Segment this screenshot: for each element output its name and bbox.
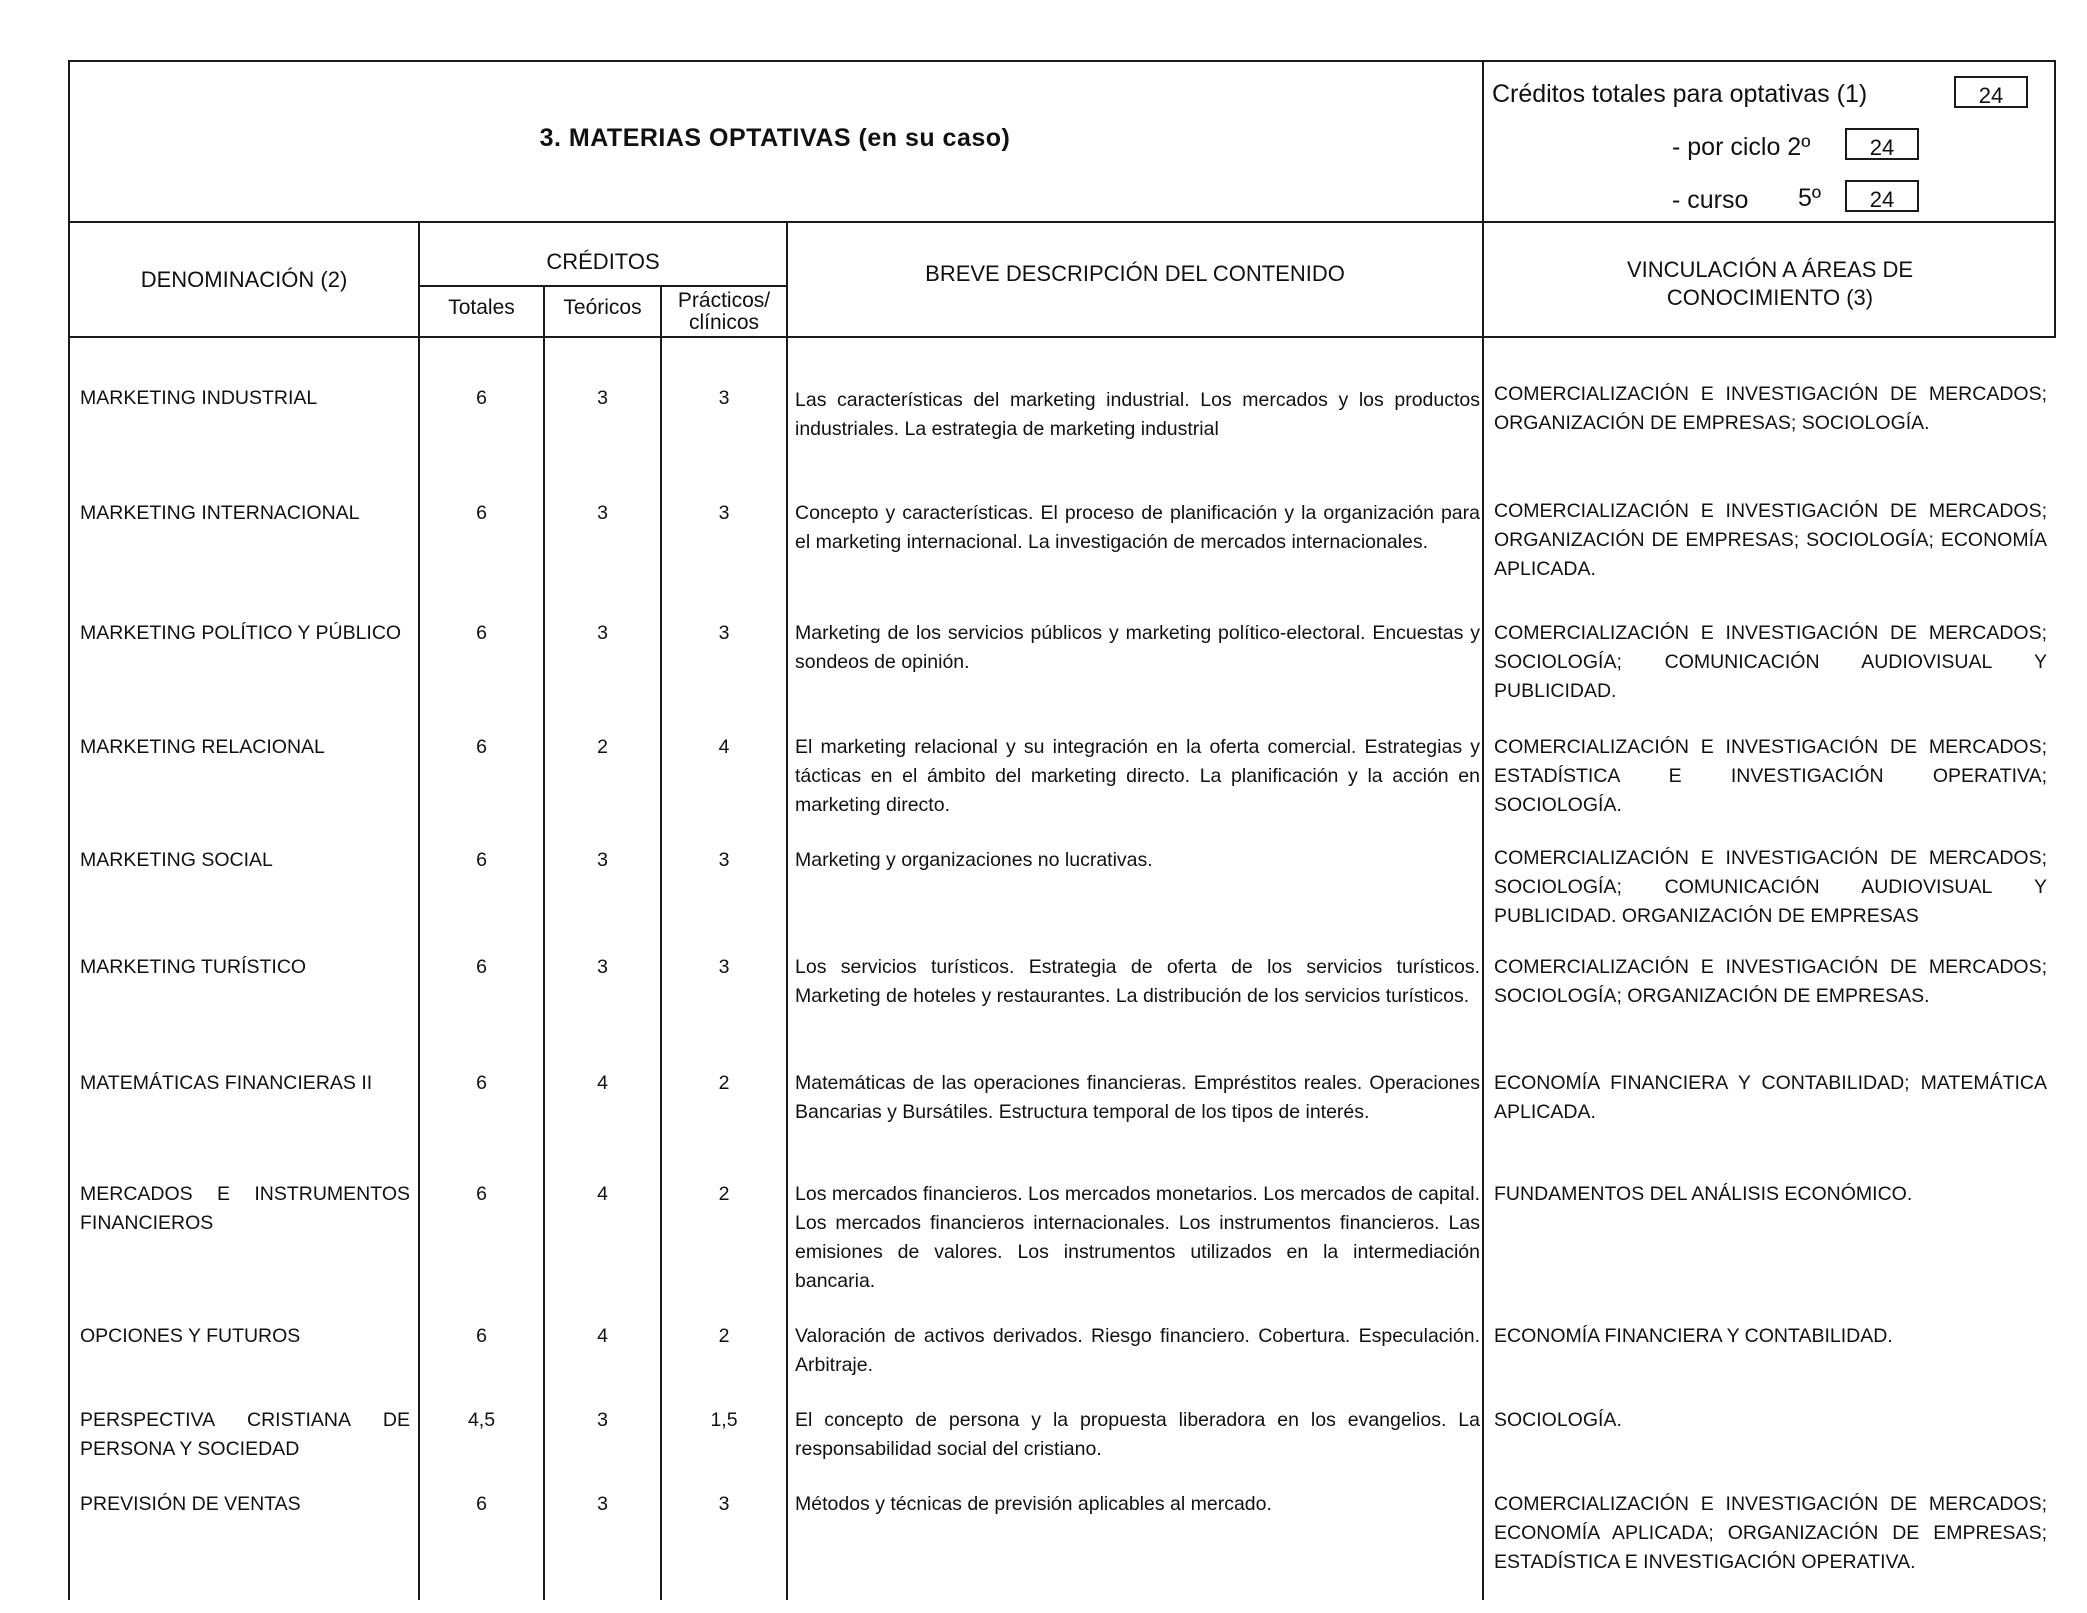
credits-course-label: - curso <box>1672 186 1749 214</box>
credits-total: 6 <box>476 387 487 409</box>
credits-practice: 3 <box>718 502 730 524</box>
credits-practice: 2 <box>718 1325 730 1347</box>
credits-theory: 3 <box>597 502 608 524</box>
knowledge-areas: COMERCIALIZACIÓN E INVESTIGACIÓN DE MERCADOS; SOCIOLOGÍA; COMUNICACIÓN AUDIOVISUAL Y PUBLICIDAD. <box>1494 622 2047 702</box>
content-description: El concepto de persona y la propuesta liberadora en los evangelios. La responsabilidad social del cristiano. <box>795 1409 1480 1460</box>
col-divider-name <box>418 221 420 1600</box>
content-description: Matemáticas de las operaciones financieras. Empréstitos reales. Operaciones Bancarias y Bursátiles. Estructura temporal de los tipos de interés. <box>795 1072 1480 1123</box>
credits-theory: 4 <box>597 1183 608 1205</box>
content-description: Los mercados financieros. Los mercados monetarios. Los mercados de capital. Los mercados financieros internacionales. Los instrumentos financieros. Las emisiones de valores. Los instrumentos utilizados en la intermediación bancaria. <box>795 1183 1481 1292</box>
column-header-areas: VINCULACIÓN A ÁREAS DE CONOCIMIENTO (3) <box>1626 257 1914 310</box>
knowledge-areas: ECONOMÍA FINANCIERA Y CONTABILIDAD. <box>1494 1325 1893 1347</box>
credits-practice: 2 <box>718 1072 730 1094</box>
subject-name: MARKETING TURÍSTICO <box>80 956 307 978</box>
content-description: Las características del marketing industrial. Los mercados y los productos industriales. La estrategia de marketing industrial <box>795 389 1480 440</box>
subject-name: MARKETING POLÍTICO Y PÚBLICO <box>80 622 402 644</box>
col-divider-theory <box>660 285 662 1600</box>
content-description: Concepto y características. El proceso de planificación y la organización para el marketing internacional. La investigación de mercados internacionales. <box>795 502 1480 553</box>
subject-name: PERSPECTIVA CRISTIANA DE PERSONA Y SOCIEDAD <box>80 1409 410 1460</box>
credits-theory: 3 <box>597 387 608 409</box>
subject-name: MATEMÁTICAS FINANCIERAS II <box>80 1072 373 1094</box>
credits-total: 6 <box>476 1325 487 1347</box>
credits-total: 6 <box>476 622 487 644</box>
credits-cycle-box: 24 <box>1845 128 1919 160</box>
right-border <box>2054 60 2056 337</box>
knowledge-areas: COMERCIALIZACIÓN E INVESTIGACIÓN DE MERCADOS; ORGANIZACIÓN DE EMPRESAS; SOCIOLOGÍA. <box>1494 383 2047 434</box>
subject-name: MARKETING INTERNACIONAL <box>80 502 360 524</box>
credits-cycle-label: - por ciclo 2º <box>1672 133 1811 161</box>
credits-total-label: Créditos totales para optativas (1) <box>1492 80 1868 108</box>
knowledge-areas: COMERCIALIZACIÓN E INVESTIGACIÓN DE MERCADOS; SOCIOLOGÍA; COMUNICACIÓN AUDIOVISUAL Y PUBLICIDAD. ORGANIZACIÓN DE EMPRESAS <box>1494 847 2047 927</box>
top-border <box>68 60 2056 62</box>
credits-total: 6 <box>476 956 487 978</box>
credits-subheader-divider <box>418 285 788 287</box>
credits-practice: 1,5 <box>710 1409 738 1431</box>
credits-total: 6 <box>476 736 487 758</box>
column-header-bottom <box>68 336 2056 338</box>
knowledge-areas: COMERCIALIZACIÓN E INVESTIGACIÓN DE MERCADOS; SOCIOLOGÍA; ORGANIZACIÓN DE EMPRESAS. <box>1494 956 2047 1007</box>
credits-course-box: 24 <box>1845 180 1919 212</box>
credits-theory: 3 <box>597 1409 608 1431</box>
subject-name: MERCADOS E INSTRUMENTOS FINANCIEROS <box>80 1183 410 1234</box>
content-description: Marketing y organizaciones no lucrativas. <box>795 849 1153 871</box>
knowledge-areas: SOCIOLOGÍA. <box>1494 1409 1622 1431</box>
credits-practice: 4 <box>718 736 730 758</box>
credits-total: 6 <box>476 502 487 524</box>
knowledge-areas: COMERCIALIZACIÓN E INVESTIGACIÓN DE MERCADOS; ECONOMÍA APLICADA; ORGANIZACIÓN DE EMPRESAS; ESTADÍSTICA E INVESTIGACIÓN OPERATIVA. <box>1494 1493 2047 1573</box>
credits-theory: 4 <box>597 1072 608 1094</box>
credits-theory: 4 <box>597 1325 608 1347</box>
subject-name: OPCIONES Y FUTUROS <box>80 1325 301 1347</box>
knowledge-areas: FUNDAMENTOS DEL ANÁLISIS ECONÓMICO. <box>1494 1183 1913 1205</box>
credits-course-number: 5º <box>1798 184 1822 212</box>
credits-theory: 3 <box>597 1493 608 1515</box>
content-description: Métodos y técnicas de previsión aplicables al mercado. <box>795 1493 1272 1515</box>
content-description: Valoración de activos derivados. Riesgo financiero. Cobertura. Especulación. Arbitraje. <box>795 1325 1480 1376</box>
credits-practice: 3 <box>718 1493 730 1515</box>
credits-total-box: 24 <box>1954 76 2028 108</box>
credits-practice: 3 <box>718 956 730 978</box>
credits-practice: 2 <box>718 1183 730 1205</box>
credits-total: 6 <box>476 1183 487 1205</box>
section-title: 3. MATERIAS OPTATIVAS (en su caso) <box>539 124 1011 152</box>
credits-total: 4,5 <box>467 1409 496 1431</box>
subject-name: MARKETING SOCIAL <box>80 849 273 871</box>
column-header-theoretical: Teóricos <box>563 296 642 319</box>
credits-theory: 3 <box>597 849 608 871</box>
knowledge-areas: COMERCIALIZACIÓN E INVESTIGACIÓN DE MERCADOS; ORGANIZACIÓN DE EMPRESAS; SOCIOLOGÍA; ECONOMÍA APLICADA. <box>1494 500 2047 580</box>
subject-name: MARKETING INDUSTRIAL <box>80 387 318 409</box>
col-divider-practice <box>786 221 788 1600</box>
credits-practice: 3 <box>718 387 730 409</box>
header-divider <box>68 221 2056 223</box>
credits-theory: 3 <box>597 622 608 644</box>
column-header-name: DENOMINACIÓN (2) <box>140 267 348 292</box>
credits-practice: 3 <box>718 849 730 871</box>
content-description: Marketing de los servicios públicos y marketing político-electoral. Encuestas y sondeos de opinión. <box>795 622 1480 673</box>
credits-total: 6 <box>476 1493 487 1515</box>
content-description: El marketing relacional y su integración en la oferta comercial. Estrategias y tácticas en el ámbito del marketing directo. La planificación y la acción en marketing directo. <box>795 736 1480 816</box>
credits-practice: 3 <box>718 622 730 644</box>
column-header-practical: Prácticos/ clínicos <box>677 289 771 334</box>
credits-theory: 2 <box>597 736 608 758</box>
credits-total: 6 <box>476 849 487 871</box>
knowledge-areas: ECONOMÍA FINANCIERA Y CONTABILIDAD; MATEMÁTICA APLICADA. <box>1494 1072 2047 1123</box>
col-divider-areas <box>1482 60 1484 1600</box>
col-divider-totals <box>543 285 545 1600</box>
credits-theory: 3 <box>597 956 608 978</box>
content-description: Los servicios turísticos. Estrategia de oferta de los servicios turísticos. Marketing de hoteles y restaurantes. La distribución de los servicios turísticos. <box>795 956 1480 1007</box>
knowledge-areas: COMERCIALIZACIÓN E INVESTIGACIÓN DE MERCADOS; ESTADÍSTICA E INVESTIGACIÓN OPERATIVA; SOCIOLOGÍA. <box>1494 736 2047 816</box>
column-header-credits: CRÉDITOS <box>546 249 660 274</box>
subject-name: PREVISIÓN DE VENTAS <box>80 1493 301 1515</box>
column-header-totals: Totales <box>448 296 515 319</box>
credits-total: 6 <box>476 1072 487 1094</box>
subject-name: MARKETING RELACIONAL <box>80 736 325 758</box>
column-header-description: BREVE DESCRIPCIÓN DEL CONTENIDO <box>925 261 1345 286</box>
